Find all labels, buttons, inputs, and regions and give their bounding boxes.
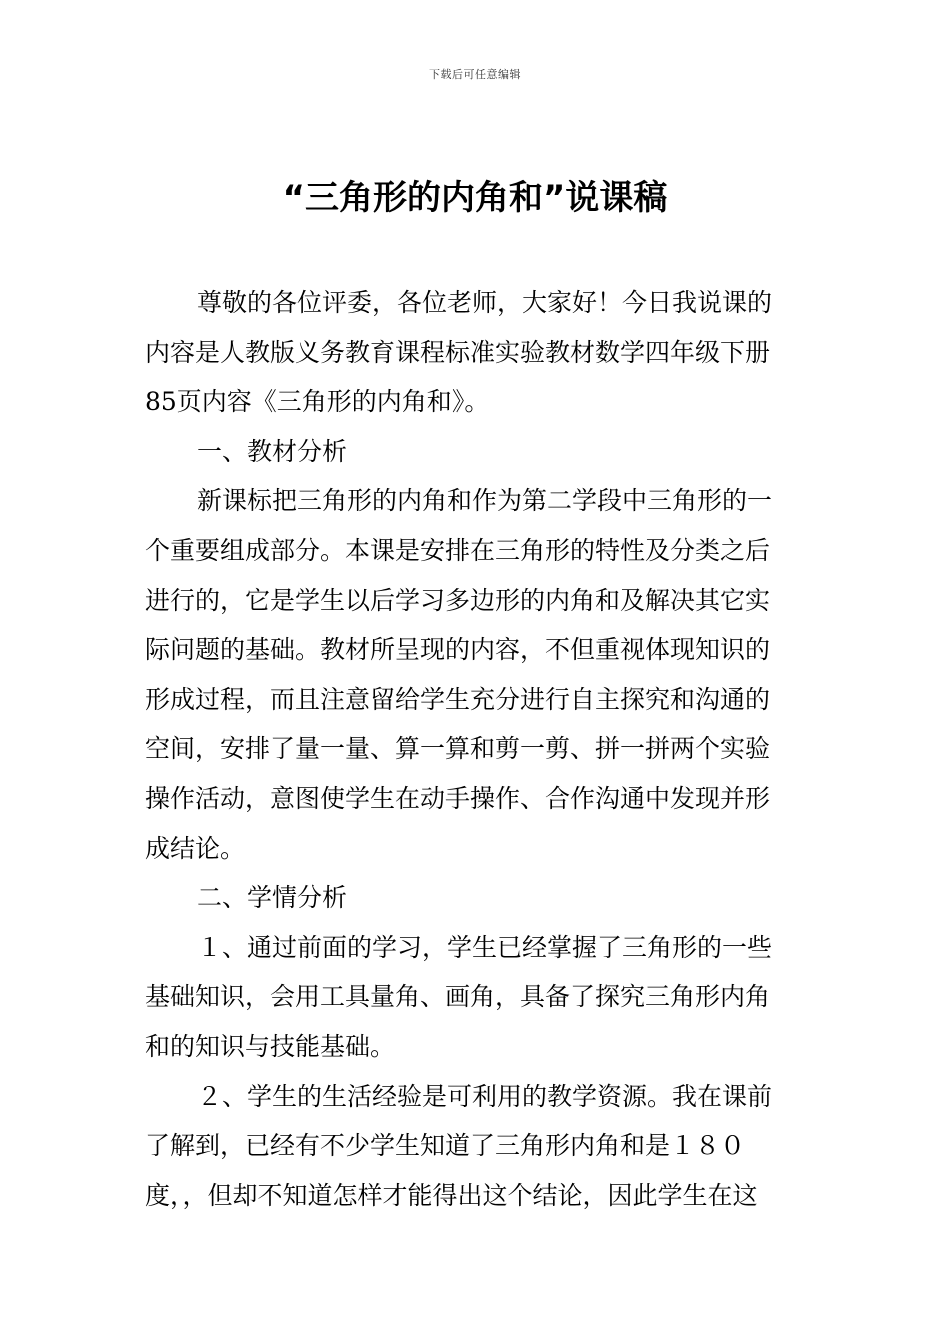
- document-title: “三角形的内角和”说课稿: [282, 178, 668, 218]
- body-line-7: 进行的，它是学生以后学习多边形的内角和及解决其它实: [145, 585, 771, 615]
- body-line-19: 度，，但却不知道怎样才能得出这个结论，因此学生在这: [145, 1180, 758, 1210]
- body-line-18: 了解到，已经有不少学生知道了三角形内角和是１８０: [145, 1131, 746, 1161]
- body-line-6: 个重要组成部分。本课是安排在三角形的特性及分类之后: [145, 535, 771, 565]
- header-note: 下载后可任意编辑: [429, 68, 521, 81]
- body-line-9: 形成过程，而且注意留给学生充分进行自主探究和沟通的: [145, 684, 771, 714]
- body-line-2: 内容是人教版义务教育课程标准实验教材数学四年级下册: [145, 337, 771, 367]
- section-heading-learner-analysis: 二、学情分析: [197, 883, 348, 913]
- body-line-1: 尊敬的各位评委，各位老师，大家好！今日我说课的: [197, 288, 773, 317]
- body-line-15: 基础知识，会用工具量角、画角，具备了探究三角形内角: [145, 982, 771, 1012]
- body-line-14: １、通过前面的学习，学生已经掌握了三角形的一些: [197, 932, 773, 962]
- body-line-11: 操作活动，意图使学生在动手操作、合作沟通中发现并形: [145, 783, 771, 813]
- body-line-5: 新课标把三角形的内角和作为第二学段中三角形的一: [197, 486, 773, 516]
- body-line-3: 85页内容《三角形的内角和》。: [145, 387, 490, 417]
- section-heading-textbook-analysis: 一、教材分析: [197, 436, 348, 466]
- body-line-16: 和的知识与技能基础。: [145, 1031, 396, 1061]
- body-line-17: ２、学生的生活经验是可利用的教学资源。我在课前: [197, 1081, 773, 1111]
- body-line-10: 空间，安排了量一量、算一算和剪一剪、拼一拼两个实验: [145, 734, 771, 764]
- body-line-12: 成结论。: [145, 833, 246, 863]
- body-line-8: 际问题的基础。教材所呈现的内容，不但重视体现知识的: [145, 635, 771, 665]
- document-body: [145, 278, 810, 1220]
